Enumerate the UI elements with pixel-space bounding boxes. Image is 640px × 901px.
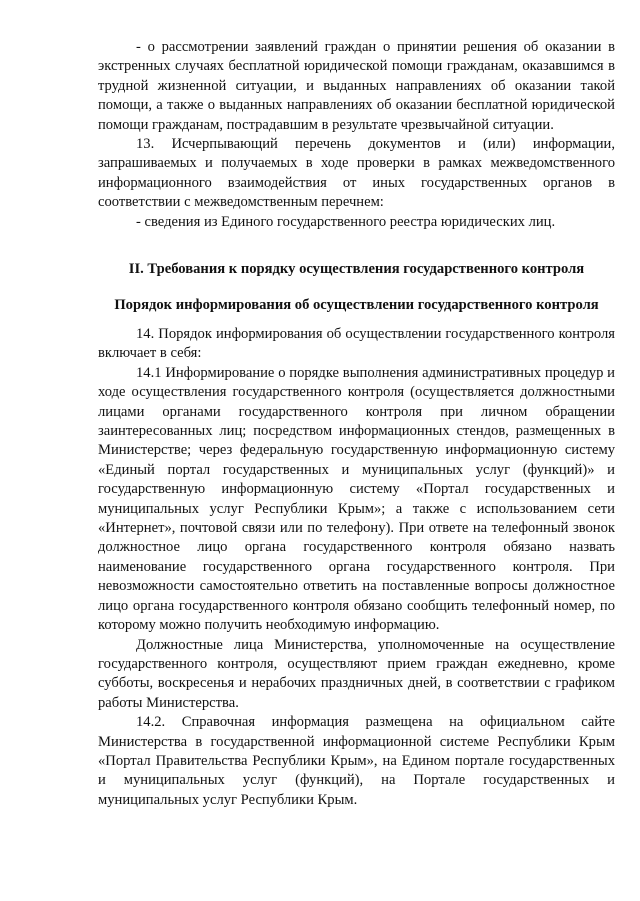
paragraph-14-intro: 14. Порядок информирования об осуществлении государственного контроля включает в себя: (98, 326, 615, 362)
section-heading: II. Требования к порядку осуществления государственного контроля (128, 261, 585, 277)
paragraph-egrul-info: - сведения из Единого государственного реестра юридических лиц. (136, 213, 556, 230)
main-text-block (98, 325, 615, 810)
paragraph-14-2-reference-info: 14.2. Справочная информация размещена на официальном сайте Министерства в государственной информационной системе Республики Крым «Портал Правительства Республики Крым», на Едином портале государственных и муниципальных услуг (функций), на Портале государственных и муниципальных услуг Республики Крым. (98, 714, 615, 808)
paragraph-13-document-list: 13. Исчерпывающий перечень документов и (или) информации, запрашиваемых и получаемых в ходе проверки в рамках межведомственного информационного взаимодействия от иных государственных органов в соответствии с межведомственным перечнем: (98, 136, 615, 211)
paragraph-officials-reception: Должностные лица Министерства, уполномоченные на осуществление государственного контроля, осуществляют прием граждан ежедневно, кроме субботы, воскресенья и нерабочих праздничных дней, в соответствии с графиком работы Министерства. (98, 636, 615, 711)
paragraph-14-1-informing: 14.1 Информирование о порядке выполнения административных процедур и ходе осуществления государственного контроля (осуществляется должностными лицами органами государственного контроля при личном обращении заинтересованных лиц; посредством информационных стендов, размещенных в Министерстве; через федеральную государственную информационную систему «Единый портал государственных и муниципальных услуг (функций)» и государственную информационную систему «Портал государственных и муниципальных услуг Республики Крым»; а также с использованием сети «Интернет», почтовой связи или по телефону). При ответе на телефонный звонок должностное лицо органа государственного контроля обязано назвать наименование государственного органа государственного контроля. При невозможности самостоятельно ответить на поставленные вопросы должностное лицо органа государственного контроля обязано сообщить телефонный номер, по которому можно получить необходимую информацию. (98, 364, 615, 634)
subsection-heading: Порядок информирования об осуществлении государственного контроля (114, 297, 599, 313)
top-text-block (98, 38, 615, 232)
paragraph-legal-aid-decisions: - о рассмотрении заявлений граждан о принятии решения об оказании в экстренных случаях бесплатной юридической помощи гражданам, оказавшимся в трудной жизненной ситуации, и выданных направлениях об оказании такой помощи, а также о выданных направлениях об оказании бесплатной юридической помощи гражданам, пострадавшим в результате чрезвычайной ситуации. (98, 39, 615, 133)
